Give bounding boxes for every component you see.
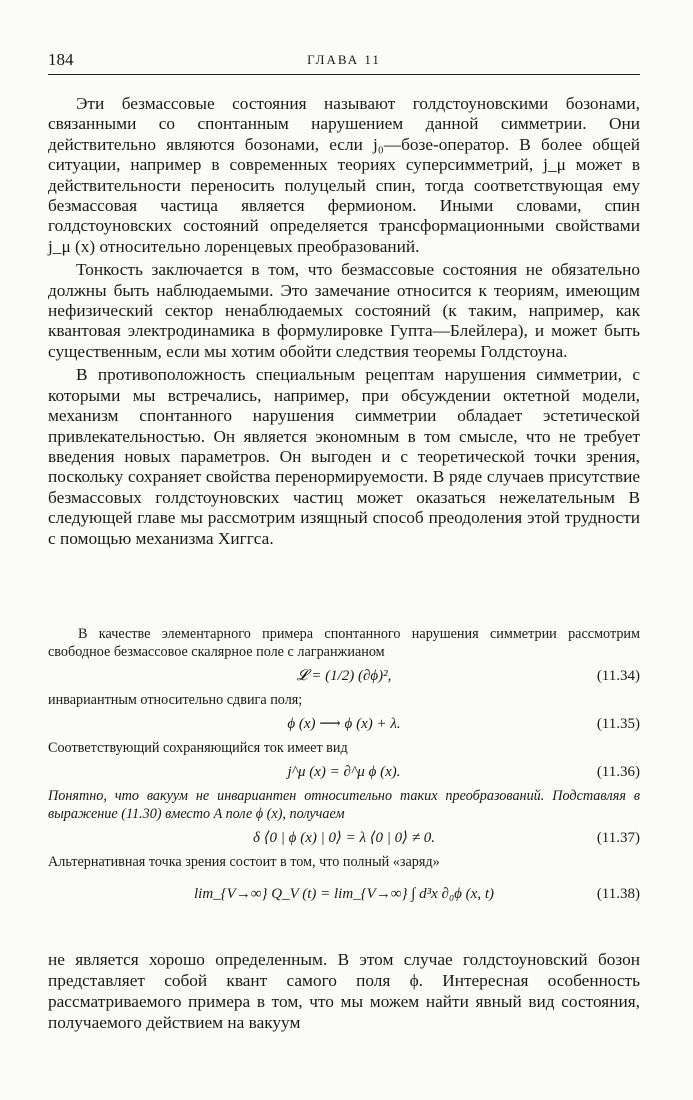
equation-formula: δ ⟨0 | ϕ (x) | 0⟩ = λ ⟨0 | 0⟩ ≠ 0. [252, 830, 435, 846]
running-head: ГЛАВА 11 [307, 52, 381, 67]
equation-number: (11.34) [596, 668, 640, 684]
closing-text [48, 949, 640, 1033]
equation-formula: lim_{V→∞} Q_V (t) = lim_{V→∞} ∫ d³x ∂₀ϕ (x, t) [193, 886, 494, 902]
equation-number: (11.35) [596, 716, 640, 732]
example-text-shift: инвариантным относительно сдвига поля; [48, 692, 303, 708]
example-text-current: Соответствующий сохраняющийся ток имеет вид [48, 740, 348, 756]
equation-formula: 𝓛 = (1/2) (∂ϕ)², [296, 668, 392, 684]
example-text-charge: Альтернативная точка зрения состоит в том, что полный «заряд» [48, 854, 440, 870]
example-intro: В качестве элементарного примера спонтанного нарушения симметрии рассмотрим свободное безмассовое скалярное поле с лагранжианом [48, 626, 640, 660]
equation-formula: j^μ (x) = ∂^μ ϕ (x). [287, 764, 401, 780]
equation-11-36 [48, 757, 640, 787]
header-rule [48, 74, 640, 75]
equation-11-38 [48, 871, 640, 917]
paragraph-subtlety: Тонкость заключается в том, что безмассовые состояния не обязательно должны быть наблюдаемыми. Это замечание относится к теориям, имеющим нефизический сектор ненаблюдаемых состояний (к таким, например, как квантовая электродинамика в формулировке Гупта—Блейлера), и может быть существенным, если мы хотим обойти следствия теоремы Голдстоуна. [48, 260, 640, 361]
equation-11-37 [48, 823, 640, 853]
equation-number: (11.38) [596, 886, 640, 902]
paragraph-goldstone-bosons: Эти безмассовые состояния называют голдстоуновскими бозонами, связанными со спонтанным нарушением данной симметрии. Они действительно являются бозонами, если j₀—бозе-оператор. В более общей ситуации, например в современных теориях суперсимметрий, j_μ может в действительности переносить полуцелый спин, тогда соответствующая ему безмассовая частица является фермионом. Иными словами, спин голдстоуновских состояний определяется трансформационными свойствами j_μ (x) относительно лоренцевых преобразований. [48, 94, 640, 256]
paragraph-contrast: В противоположность специальным рецептам нарушения симметрии, с которыми мы встречались, например, при обсуждении октетной модели, механизм спонтанного нарушения симметрии обладает эстетической привлекательностью. Он является экономным в том смысле, что не требует введения новых параметров. Он выгоден и с теоретической точки зрения, поскольку сохраняет свойства перенормируемости. В ряде случаев присутствие безмассовых голдстоуновских частиц может оказаться нежелательным В следующей главе мы рассмотрим изящный способ преодоления этой трудности с помощью механизма Хиггса. [48, 365, 640, 548]
page-number: 184 [48, 50, 74, 69]
equation-formula: ϕ (x) ⟶ ϕ (x) + λ. [287, 716, 401, 732]
equation-number: (11.36) [596, 764, 640, 780]
equation-11-35 [48, 709, 640, 739]
example-block [48, 625, 640, 917]
equation-11-34 [48, 661, 640, 691]
main-text [48, 94, 640, 549]
equation-number: (11.37) [596, 830, 640, 846]
paragraph-closing: не является хорошо определенным. В этом случае голдстоуновский бозон представляет собой квант самого поля ϕ. Интересная особенность рассматриваемого примера в том, что мы можем найти явный вид состояния, получаемого действием на вакуум [48, 950, 640, 1032]
example-text-vacuum: Понятно, что вакуум не инвариантен относительно таких преобразований. Подставляя в выражение (11.30) вместо A поле ϕ (x), получаем [48, 788, 640, 822]
